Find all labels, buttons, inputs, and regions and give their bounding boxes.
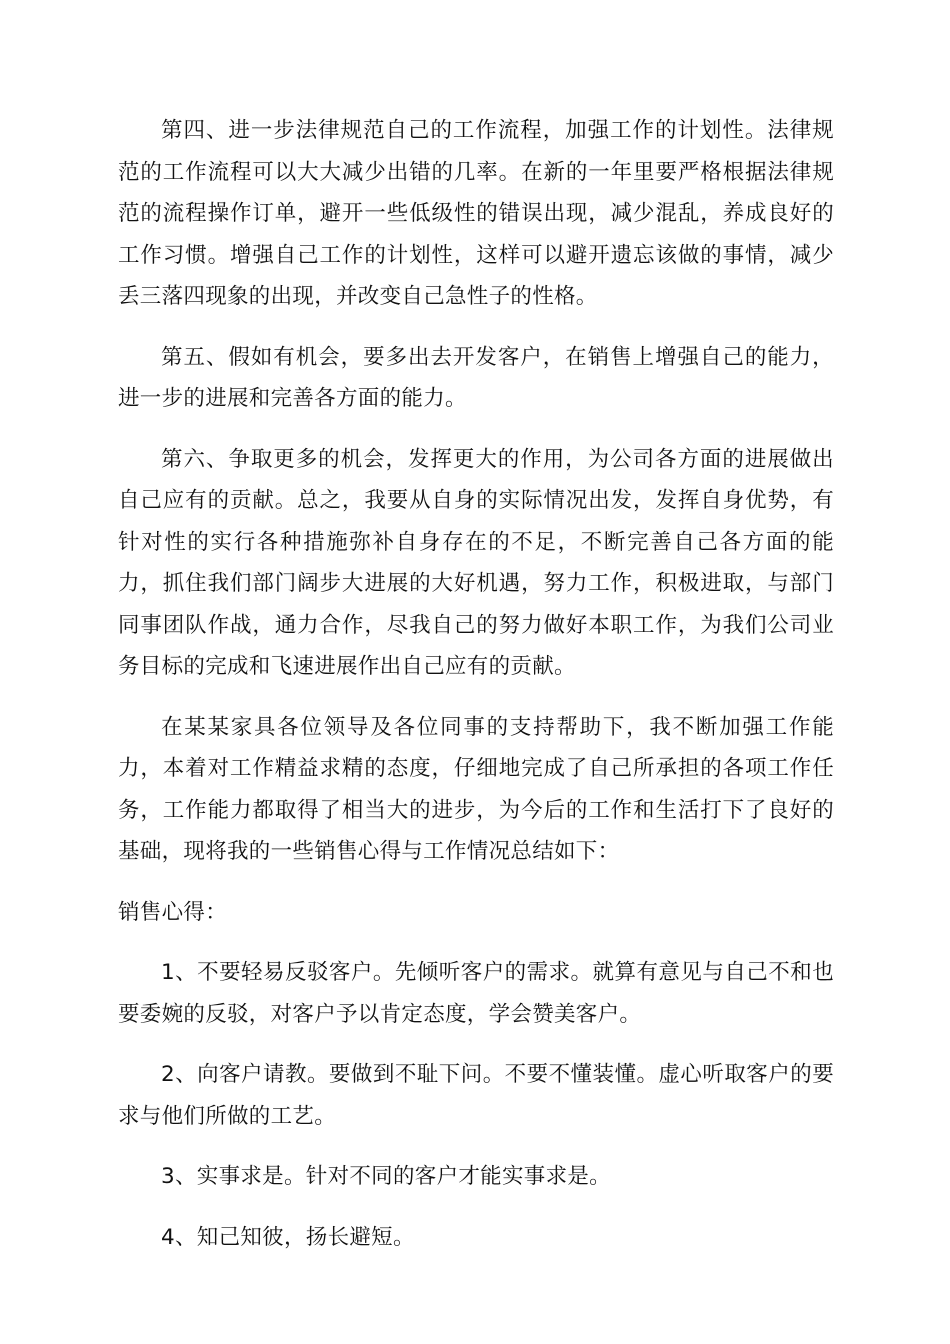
section-heading-sales-insights: 销售心得：	[118, 899, 228, 925]
document-body	[118, 110, 834, 1277]
paragraph-point-four: 第四、进一步法律规范自己的工作流程，加强工作的计划性。法律规范的工作流程可以大大减少出错的几率。在新的一年里要严格根据法律规范的流程操作订单，避开一些低级性的错误出现，减少混乱，养成良好的工作习惯。增强自己工作的计划性，这样可以避开遗忘该做的事情，减少丢三落四现象的出现，并改变自己急性子的性格。	[118, 118, 834, 309]
list-item-3: 3、实事求是。针对不同的客户才能实事求是。	[161, 1164, 611, 1189]
paragraph-point-five: 第五、假如有机会，要多出去开发客户，在销售上增强自己的能力，进一步的进展和完善各方面的能力。	[118, 344, 834, 411]
list-item-2: 2、向客户请教。要做到不耻下问。不要不懂装懂。虚心听取客户的要求与他们所做的工艺。	[118, 1062, 834, 1129]
paragraph-point-six: 第六、争取更多的机会，发挥更大的作用，为公司各方面的进展做出自己应有的贡献。总之，我要从自身的实际情况出发，发挥自身优势，有针对性的实行各种措施弥补自身存在的不足，不断完善自己各方面的能力，抓住我们部门阔步大进展的大好机遇，努力工作，积极进取，与部门同事团队作战，通力合作，尽我自己的努力做好本职工作，为我们公司业务目标的完成和飞速进展作出自己应有的贡献。	[118, 446, 834, 679]
list-item-4: 4、知己知彼，扬长避短。	[161, 1224, 415, 1250]
paragraph-summary-intro: 在某某家具各位领导及各位同事的支持帮助下，我不断加强工作能力，本着对工作精益求精的态度，仔细地完成了自己所承担的各项工作任务，工作能力都取得了相当大的进步，为今后的工作和生活打下了良好的基础，现将我的一些销售心得与工作情况总结如下：	[118, 714, 834, 864]
list-item-1: 1、不要轻易反驳客户。先倾听客户的需求。就算有意见与自己不和也要委婉的反驳，对客户予以肯定态度，学会赞美客户。	[118, 960, 834, 1027]
